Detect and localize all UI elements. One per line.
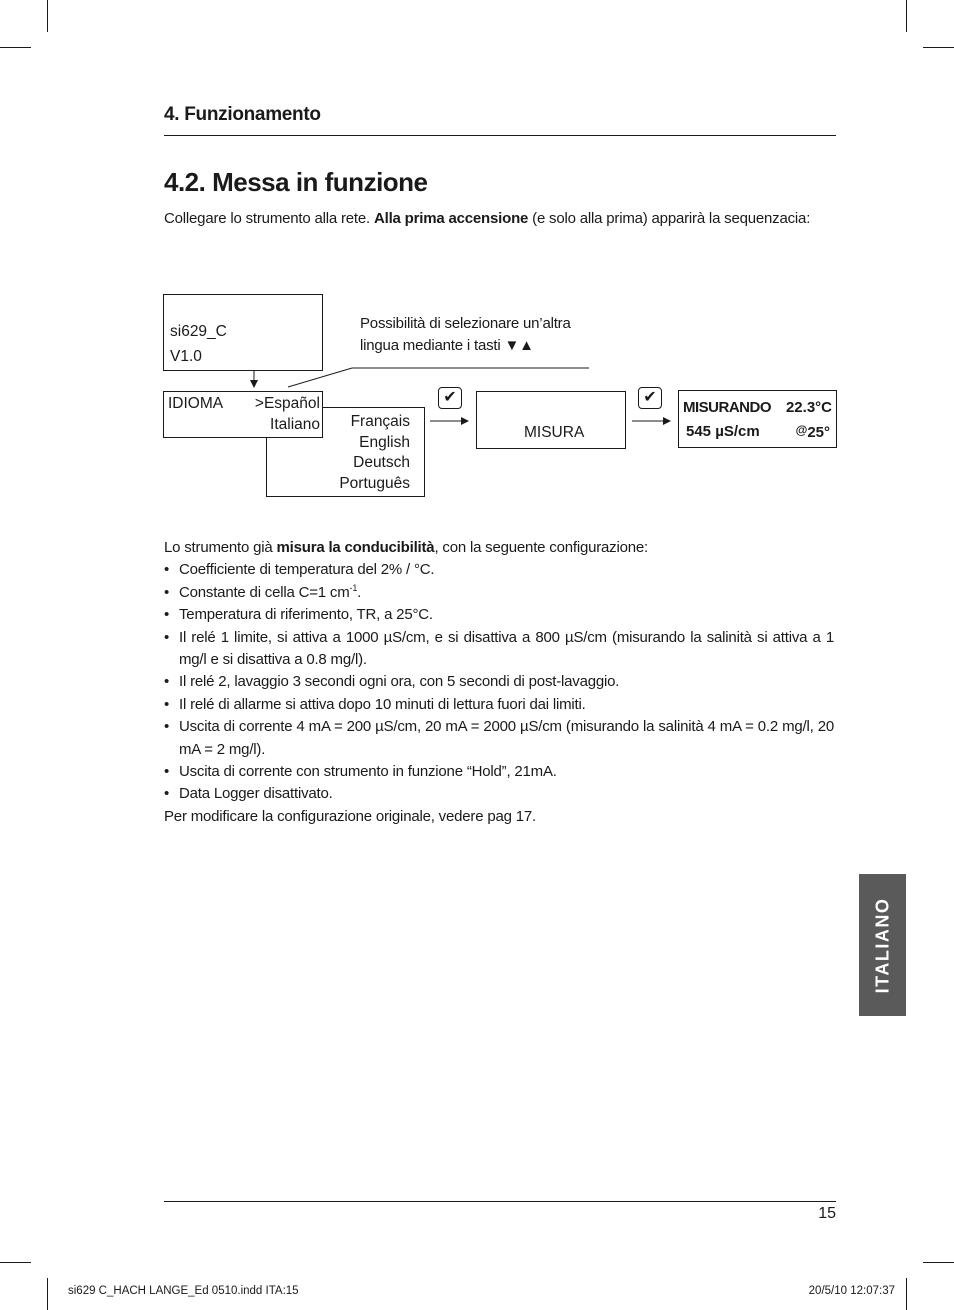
intro-text: Collegare lo strumento alla rete.	[164, 210, 374, 227]
firmware-version: V1.0	[170, 348, 202, 365]
lead-text-end: , con la seguente configurazione:	[434, 539, 649, 556]
language-option: Français	[350, 413, 410, 430]
configuration-section	[164, 537, 834, 828]
config-item: • Il relé 1 limite, si attiva a 1000 µS/cm, e si disattiva a 800 µS/cm (misurando la salinità si attiva a 1 mg/l e si disattiva a 0.8 mg/l).	[164, 627, 834, 672]
cell-constant-text: Constante di cella C=1 cm	[179, 583, 350, 601]
note-line: Possibilità di selezionare un’altra	[360, 315, 571, 332]
side-tab-label: ITALIANO	[872, 897, 892, 993]
footer-file-info: si629 C_HACH LANGE_Ed 0510.indd ITA:15	[68, 1285, 299, 1297]
confirm-check-icon: ✔	[638, 387, 662, 409]
section-heading: 4. Funzionamento	[164, 104, 321, 125]
confirm-check-icon: ✔	[438, 387, 462, 409]
config-item: • Uscita di corrente con strumento in funzione “Hold”, 21mA.	[164, 761, 834, 783]
language-note	[360, 313, 571, 357]
crop-mark	[47, 1278, 48, 1310]
misura-label: MISURA	[524, 424, 585, 441]
config-item: • Data Logger disattivato.	[164, 783, 834, 805]
model-name: si629_C	[170, 323, 227, 340]
misura-display-box	[476, 391, 626, 449]
language-option: Português	[339, 474, 410, 492]
config-item: • Coefficiente di temperatura del 2% / °C.	[164, 559, 834, 581]
idioma-next: Italiano	[270, 416, 320, 433]
config-item: • Il relé di allarme si attiva dopo 10 minuti di lettura fuori dai limiti.	[164, 694, 834, 716]
temperature-reading: 22.3°C	[785, 399, 832, 416]
mode-label: MISURANDO	[683, 399, 771, 416]
crop-mark	[906, 1278, 907, 1310]
config-lead	[164, 537, 834, 559]
config-item	[164, 582, 834, 604]
lead-text: Lo strumento già	[164, 539, 277, 556]
crop-mark	[0, 1262, 31, 1263]
language-options	[339, 412, 410, 494]
language-side-tab	[859, 874, 906, 1016]
page-number: 15	[818, 1205, 836, 1222]
startup-display-box	[163, 294, 323, 371]
page-title: 4.2. Messa in funzione	[164, 167, 428, 197]
closing-text: Per modificare la configurazione originale, vedere pag 17.	[164, 807, 536, 825]
language-option: Deutsch	[353, 454, 410, 471]
reference-value: 25°	[807, 424, 830, 441]
crop-mark	[923, 1262, 954, 1263]
measuring-display-box	[678, 390, 837, 448]
reference-prefix: @	[795, 423, 808, 437]
lead-bold: misura la conducibilità	[276, 539, 435, 556]
idioma-selected: >Español	[254, 395, 320, 412]
config-item: • Uscita di corrente 4 mA = 200 µS/cm, 20 mA = 2000 µS/cm (misurando la salinità 4 mA = 0.2 mg/l, 20 mA = 2 mg/l).	[164, 716, 834, 761]
idioma-display-box	[163, 391, 323, 438]
config-list	[164, 559, 834, 805]
intro-text-end: (e solo alla prima) apparirà la sequenzacia:	[528, 210, 811, 227]
footer-rule	[164, 1201, 836, 1202]
note-line: lingua mediante i tasti ▼▲	[360, 337, 534, 354]
language-option: English	[359, 433, 410, 451]
cell-constant-end: .	[357, 583, 362, 601]
config-item: • Temperatura di riferimento, TR, a 25°C.	[164, 604, 834, 626]
footer-timestamp: 20/5/10 12:07:37	[808, 1285, 895, 1297]
intro-bold: Alla prima accensione	[373, 210, 529, 227]
config-item: • Il relé 2, lavaggio 3 secondi ogni ora, con 5 secondi di post-lavaggio.	[164, 671, 834, 693]
conductivity-reading: 545 µS/cm	[686, 423, 760, 440]
reference-temperature	[796, 423, 830, 441]
cell-constant-exponent: -1	[349, 582, 358, 593]
idioma-label: IDIOMA	[168, 395, 224, 412]
